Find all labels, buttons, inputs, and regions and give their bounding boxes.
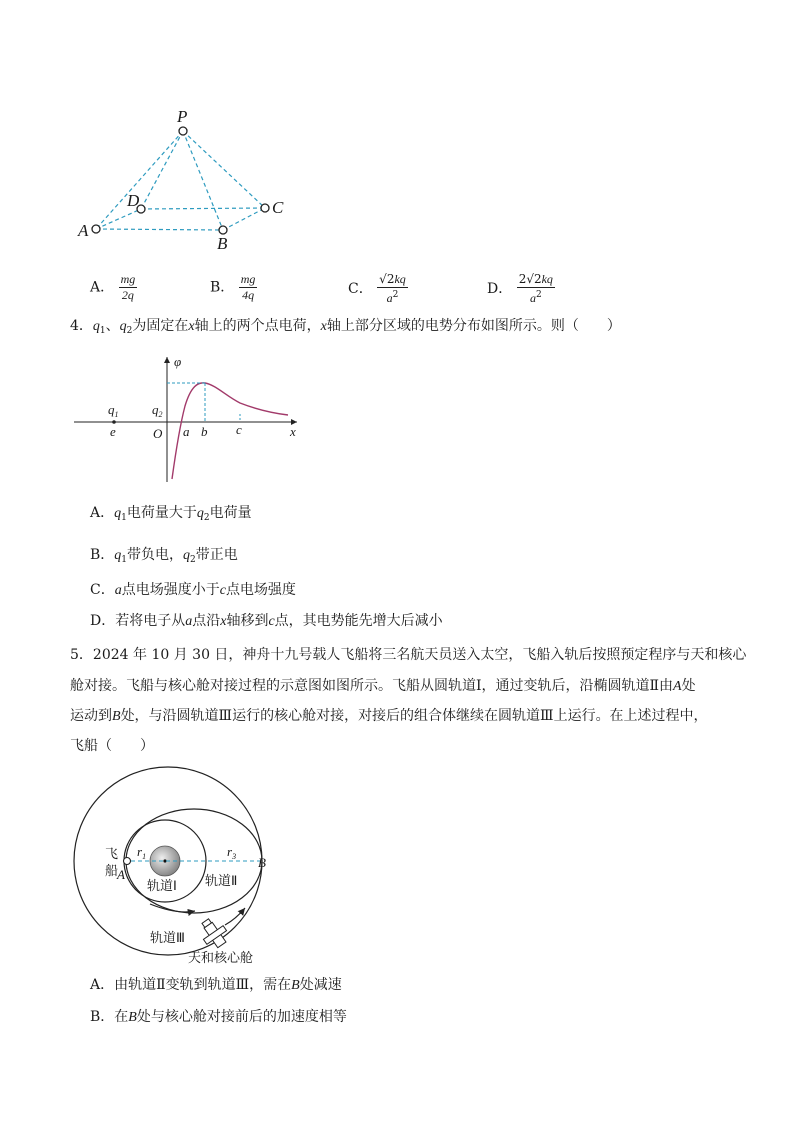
den-exp: 2 [535, 290, 542, 300]
a-label: a [183, 424, 190, 439]
coef: 2 [518, 272, 527, 286]
text: 处，与沿圆轨道Ⅲ运行的核心舱对接，对接后的组合体继续在圆轨道Ⅲ上运行。在上述过程中， [120, 708, 708, 724]
c-label: c [236, 422, 242, 437]
option-letter: B． [90, 547, 115, 563]
q2-label: $q_2$ [152, 402, 163, 419]
numerator: mg [240, 272, 256, 286]
origin-label: O [153, 426, 163, 441]
sqrt: √2 [379, 272, 395, 286]
option-letter: C． [348, 281, 373, 297]
var: a [185, 614, 193, 629]
text: 2024 年 10 月 30 日，神舟十九号载人飞船将三名航天员送入太空，飞船入轨后按照预定程序与天和核心 [92, 647, 747, 663]
text: 处与核心舱对接前后的加速度相等 [136, 1009, 347, 1025]
option-letter: C． [90, 582, 115, 598]
b-label: b [201, 424, 208, 439]
phi-label: φ [174, 354, 182, 369]
orbit-ii-label: 轨道Ⅱ [205, 873, 238, 888]
q5-option-b [90, 1007, 347, 1028]
text: 舱对接。飞船与核心舱对接过程的示意图如图所示。飞船从圆轨道Ⅰ，通过变轨后，沿椭圆轨道Ⅱ由 [70, 678, 674, 694]
option-letter: D． [90, 613, 116, 629]
text: 点电场强度小于 [121, 582, 220, 598]
text: 在 [114, 1009, 129, 1025]
label-P: P [177, 107, 188, 126]
station-icon [195, 914, 231, 952]
option-letter: B． [90, 1009, 115, 1025]
label-C: C [272, 198, 284, 217]
var: x [188, 319, 195, 334]
text: 带负电， [127, 547, 184, 563]
text: 若将电子从 [115, 613, 186, 629]
text: 电荷量大于 [126, 505, 197, 521]
text: 带正电 [195, 547, 238, 563]
den-exp: 2 [392, 290, 399, 300]
e-label: e [110, 424, 116, 439]
option-letter: A． [90, 505, 115, 521]
text: 飞船（ ） [70, 738, 154, 754]
sub: 1 [99, 326, 106, 336]
orbit-i-label: 轨道Ⅰ [147, 878, 177, 893]
sqrt: √2 [526, 272, 542, 286]
orbit-iii-label: 轨道Ⅲ [150, 930, 185, 945]
label-A: A [78, 221, 89, 240]
denominator: 4q [242, 288, 255, 302]
r1-label: $r_1$ [137, 844, 147, 861]
text: 、 [105, 318, 120, 334]
text: 由轨道Ⅱ变轨到轨道Ⅲ，需在 [114, 977, 292, 993]
var: q [183, 548, 191, 563]
var: x [320, 319, 327, 334]
point-B-label: B [258, 855, 266, 870]
text: 轴移到 [226, 613, 269, 629]
q1-label: $q_1$ [108, 402, 119, 419]
ship-label-2: 船 [105, 863, 119, 878]
var: q [114, 548, 122, 563]
option-letter: A． [90, 977, 115, 993]
text: 轴上部分区域的电势分布如图所示。则（ ） [326, 318, 621, 334]
sub: 1 [121, 513, 127, 523]
text: 点，其电势能先增大后减小 [274, 613, 443, 629]
option-letter: A． [90, 279, 115, 296]
var: q [119, 319, 127, 334]
var: c [219, 583, 226, 598]
sub: 2 [126, 326, 133, 336]
x-label: x [290, 424, 296, 439]
q5-option-a [90, 975, 342, 996]
num-rest: kq [541, 272, 553, 286]
orbit-iii-arrow [225, 908, 245, 925]
option-letter: D． [487, 281, 513, 297]
den-base: a [529, 291, 536, 305]
denominator: 2q [121, 288, 134, 302]
text: 点沿 [192, 613, 221, 629]
var: c [268, 614, 275, 629]
var: B [128, 1010, 137, 1025]
sub: 2 [190, 555, 196, 565]
sub: 2 [203, 513, 210, 523]
text: 轴上的两个点电荷， [194, 318, 321, 334]
ship-point-A [124, 858, 131, 865]
text: 处减速 [299, 977, 342, 993]
question-number: 5． [70, 647, 93, 663]
point-A-label: A [117, 867, 125, 882]
text: 电荷量 [209, 505, 252, 521]
var: q [196, 506, 204, 521]
den-base: a [386, 291, 393, 305]
num-rest: kq [394, 272, 406, 286]
label-B: B [217, 234, 228, 253]
question-number: 4． [70, 318, 93, 334]
label-D: D [127, 191, 140, 210]
var: q [92, 319, 100, 334]
var: a [114, 583, 122, 598]
ship-label-1: 飞 [105, 846, 119, 861]
option-letter: B． [210, 279, 235, 296]
text: 点电场强度 [225, 582, 296, 598]
text: 运动到 [70, 708, 112, 724]
text: 处 [681, 678, 696, 694]
sub: 1 [121, 555, 128, 565]
station-label: 天和核心舱 [188, 950, 254, 965]
var: q [114, 506, 122, 521]
numerator: mg [120, 272, 136, 286]
var: B [112, 709, 121, 724]
var: A [673, 679, 682, 694]
var: x [220, 614, 227, 629]
r3-label: $r_3$ [227, 844, 237, 861]
var: B [291, 978, 300, 993]
text: 为固定在 [132, 318, 189, 334]
